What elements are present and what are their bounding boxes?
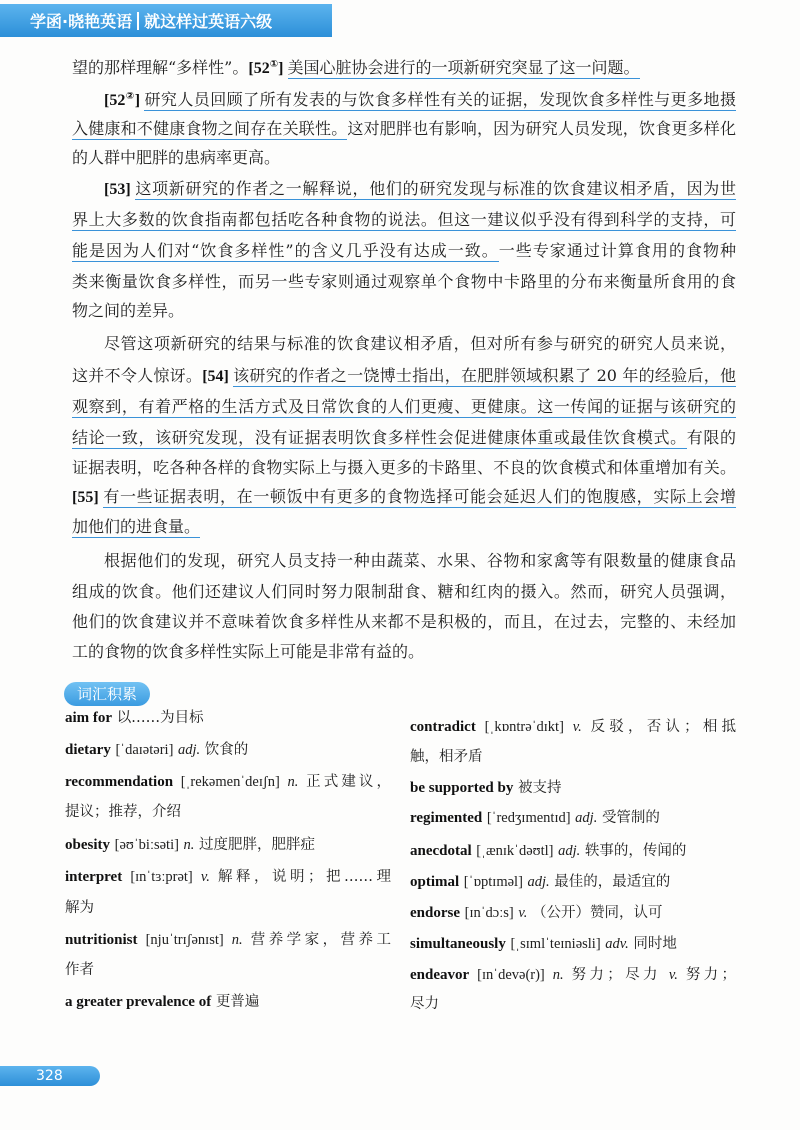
vocab-word: a greater prevalence of: [65, 994, 212, 1010]
article-line: [72, 88, 736, 112]
article-line: [72, 456, 736, 480]
question-marker-52-2: [104, 92, 140, 109]
vocab-phonetic: [ˌkɒntrəˈdɪkt]: [484, 719, 564, 735]
body-text: 他们的饮食建议并不意味着饮食多样性从来都不是积极的，而且，在过去，完整的、未经加: [72, 612, 736, 631]
vocab-phonetic: [ˌrekəmenˈdeɪʃn]: [180, 774, 280, 790]
body-text: 望的那样理解“多样性”。: [72, 58, 249, 77]
article-line: [72, 208, 736, 232]
vocab-word: be supported by: [410, 780, 514, 796]
vocab-entry-interpret: [65, 866, 391, 888]
body-text: 这对肥胖也有影响，因为研究人员发现，饮食更多样化: [347, 119, 736, 138]
vocab-pos: adv.: [605, 936, 629, 952]
header-separator: [137, 12, 139, 30]
article-line: [72, 580, 736, 604]
body-text: 组成的饮食。他们还建议人们同时努力限制甜食、糖和红肉的摄入。然而，研究人员强调，: [72, 582, 736, 601]
underlined-key-sentence: 美国心脏协会进行的一项新研究突显了这一问题。: [287, 58, 640, 77]
vocab-word: dietary: [65, 742, 111, 758]
article-line: [72, 364, 736, 388]
vocab-word: nutritionist: [65, 932, 138, 948]
vocab-meaning: 同时地: [633, 936, 677, 952]
body-text: 根据他们的发现，研究人员支持一种由蔬菜、水果、谷物和家禽等有限数量的健康食品: [104, 551, 736, 570]
vocab-word: regimented: [410, 810, 483, 826]
article-line: [72, 146, 736, 170]
article-line: [72, 426, 736, 450]
vocab-word: simultaneously: [410, 936, 506, 952]
vocab-word: endeavor: [410, 967, 470, 983]
vocab-pos: adj.: [558, 843, 581, 859]
vocab-phonetic: [ˌænɪkˈdəʊtl]: [476, 843, 554, 859]
body-text: 物之间的差异。: [72, 301, 185, 320]
vocab-entry-optimal: [410, 871, 670, 893]
vocab-meaning: 最佳的，最适宜的: [554, 874, 671, 890]
question-marker-52-1: [248, 60, 283, 77]
vocab-pos: adj.: [527, 874, 550, 890]
vocab-meaning-continued: 解为: [65, 900, 94, 916]
article-line: [72, 332, 736, 356]
article-line: [72, 395, 736, 419]
marker-number: [52: [248, 60, 270, 77]
underlined-key-sentence: 加他们的进食量。: [72, 517, 201, 536]
vocab-meaning: 更普遍: [215, 994, 260, 1010]
vocab-pos: n.: [287, 774, 299, 790]
marker-sub: ①: [269, 59, 279, 70]
vocab-pos: v.: [200, 869, 210, 885]
vocab-meaning: 被支持: [517, 780, 562, 796]
book-brand: 学函·晓艳英语: [30, 12, 133, 31]
book-header-banner: [0, 4, 332, 37]
vocab-phonetic: [ˈredʒɪmentɪd]: [486, 810, 571, 826]
vocab-meaning: 正式建议，: [306, 774, 392, 790]
vocab-entry-a-greater-prevalence-of: [65, 991, 259, 1013]
article-line: [72, 177, 736, 201]
underlined-key-sentence: 观察到，有着严格的生活方式及日常饮食的人们更瘦、更健康。这一传闻的证据与该研究的: [72, 397, 736, 416]
vocab-pos: v.: [572, 719, 582, 735]
vocab-phonetic: [ˈdaɪətəri]: [115, 742, 174, 758]
vocab-word: interpret: [65, 869, 123, 885]
vocab-pos: n.: [183, 837, 195, 853]
article-line: [72, 56, 736, 80]
vocab-meaning: 受管制的: [601, 810, 660, 826]
article-line: [72, 239, 736, 263]
vocab-entry-recommendation: [65, 771, 391, 793]
vocab-phonetic: [ɪnˈtɜːprət]: [130, 869, 193, 885]
vocab-meaning-continued: 提议；推荐，介绍: [65, 804, 181, 820]
underlined-key-sentence: 结论一致，该研究发现，没有证据表明饮食多样性会促进健康体重或最佳饮食模式。: [72, 428, 687, 447]
vocab-entry-anecdotal: [410, 840, 686, 862]
vocab-phonetic: [ˌsɪmlˈteɪniəsli]: [510, 936, 601, 952]
article-line: [72, 640, 736, 664]
article-line: [72, 299, 736, 323]
marker-close: ]: [278, 60, 284, 77]
marker-close: ]: [134, 92, 141, 109]
vocab-pos: adj.: [575, 810, 598, 826]
article-line: [72, 485, 736, 509]
vocab-entry-obesity: [65, 834, 315, 856]
body-text: 证据表明，吃各种各样的食物实际上与摄入更多的卡路里、不良的饮食模式和体重增加有关。: [72, 458, 736, 477]
vocab-entry-simultaneously: [410, 933, 677, 955]
body-text: 有限的: [686, 428, 736, 447]
vocab-phonetic: [ɪnˈdɔːs]: [464, 905, 514, 921]
body-text: 这并不令人惊讶。: [72, 366, 203, 385]
vocab-meaning: 饮食的: [204, 742, 249, 758]
article-line: [72, 270, 736, 294]
vocab-word: recommendation: [65, 774, 174, 790]
page-number: 328: [0, 1066, 100, 1086]
underlined-key-sentence: 这项新研究的作者之一解释说，他们的研究发现与标准的饮食建议相矛盾，因为世: [134, 179, 736, 198]
vocab-meaning: 营养学家，营养工: [250, 932, 392, 948]
vocab-entry-endorse: [410, 902, 662, 924]
vocab-pos: n.: [552, 967, 564, 983]
vocab-phonetic: [njuˈtrɪʃənɪst]: [145, 932, 224, 948]
vocab-entry-endeavor: [410, 964, 736, 986]
article-line: [72, 610, 736, 634]
vocab-entry-aim-for: [65, 707, 204, 729]
vocab-word: contradict: [410, 719, 476, 735]
underlined-key-sentence: 界上大多数的饮食指南都包括吃各种食物的说法。但这一建议似乎没有得到科学的支持，可: [72, 210, 736, 229]
vocab-meaning-continued: 触，相矛盾: [410, 749, 483, 765]
vocab-meaning-second: 努力；: [685, 967, 737, 983]
vocab-meaning: 轶事的，传闻的: [584, 843, 687, 859]
vocab-section-badge: 词汇积累: [64, 682, 150, 706]
vocab-pos-second: v.: [668, 967, 678, 983]
vocab-word: obesity: [65, 837, 110, 853]
vocab-meaning-continued: 尽力: [410, 996, 439, 1012]
vocab-phonetic: [ˈɒptɪməl]: [463, 874, 523, 890]
underlined-key-sentence: 研究人员回顾了所有发表的与饮食多样性有关的证据，发现饮食多样性与更多地摄: [144, 90, 736, 109]
vocab-entry-nutritionist: [65, 929, 391, 951]
body-text: 尽管这项新研究的结果与标准的饮食建议相矛盾，但对所有参与研究的研究人员来说，: [104, 334, 736, 353]
question-marker-55: [55]: [72, 489, 99, 506]
marker-number: [52: [104, 92, 126, 109]
underlined-key-sentence: 有一些证据表明，在一顿饭中有更多的食物选择可能会延迟人们的饱腹感，实际上会增: [102, 487, 736, 506]
vocab-meaning-continued: 作者: [65, 962, 94, 978]
vocab-pos: adj.: [178, 742, 201, 758]
vocab-meaning: 过度肥胖，肥胖症: [199, 837, 316, 853]
vocab-pos: v.: [518, 905, 528, 921]
vocab-pos: n.: [231, 932, 243, 948]
vocab-meaning: 以……为目标: [116, 710, 204, 726]
vocab-phonetic: [əʊˈbiːsəti]: [114, 837, 179, 853]
vocab-meaning: 反驳，否认；相抵: [590, 719, 737, 735]
vocab-word: optimal: [410, 874, 460, 890]
marker-sub: ②: [125, 91, 135, 102]
question-marker-54: [54]: [202, 368, 229, 385]
vocab-entry-regimented: [410, 807, 660, 829]
vocab-meaning: （公开）赞同，认可: [531, 905, 663, 921]
underlined-key-sentence: 能是因为人们对“饮食多样性”的含义几乎没有达成一致。: [72, 241, 499, 260]
body-text: 的人群中肥胖的患病率更高。: [72, 148, 281, 167]
book-subtitle: 就这样过英语六级: [144, 12, 273, 31]
vocab-word: endorse: [410, 905, 460, 921]
vocab-phonetic: [ɪnˈdevə(r)]: [477, 967, 545, 983]
body-text: 工的食物的饮食多样性实际上可能是非常有益的。: [72, 642, 425, 661]
article-line: [72, 549, 736, 573]
vocab-entry-be-supported-by: [410, 777, 561, 799]
underlined-key-sentence: 该研究的作者之一饶博士指出，在肥胖领域积累了 20 年的经验后，他: [232, 366, 736, 385]
vocab-meaning: 努力；尽力: [571, 967, 661, 983]
vocab-entry-contradict: [410, 716, 736, 738]
vocab-meaning: 解释，说明；把……理: [218, 869, 391, 885]
body-text: 一些专家通过计算食用的食物种: [498, 241, 736, 260]
vocab-word: anecdotal: [410, 843, 472, 859]
body-text: 类来衡量饮食多样性，而另一些专家则通过观察单个食物中卡路里的分布来衡量所食用的食: [72, 272, 736, 291]
vocab-entry-dietary: [65, 739, 248, 761]
article-line: [72, 117, 736, 141]
underlined-key-sentence: 入健康和不健康食物之间存在关联性。: [72, 119, 348, 138]
article-line: [72, 515, 736, 539]
question-marker-53: [53]: [104, 181, 131, 198]
vocab-word: aim for: [65, 710, 113, 726]
